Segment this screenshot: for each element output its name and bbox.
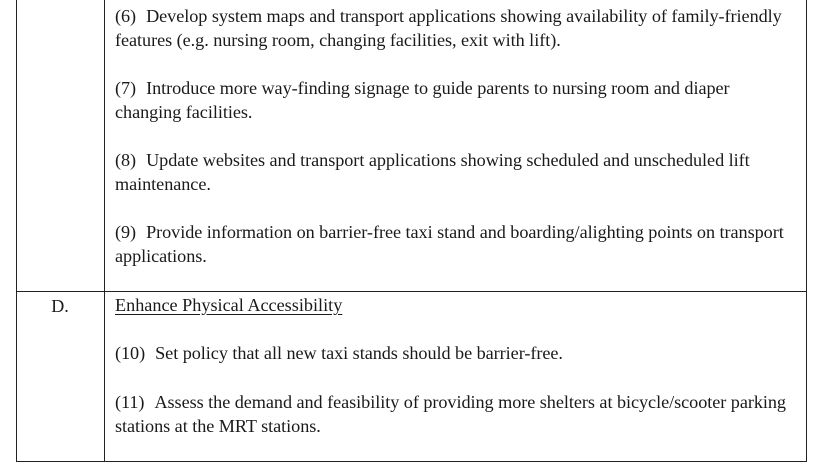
item-text: Assess the demand and feasibility of providing more shelters at bicycle/scooter parking stations at the MRT stations. xyxy=(115,392,786,436)
item-number: (8) xyxy=(115,150,137,170)
table-right-border xyxy=(806,0,807,462)
section-label: D. xyxy=(51,296,69,316)
list-item-6 xyxy=(115,4,800,52)
list-item-10 xyxy=(115,341,800,365)
table-bottom-border xyxy=(16,461,807,462)
section-heading: Enhance Physical Accessibility xyxy=(115,295,343,315)
item-number: (7) xyxy=(115,78,137,98)
list-item-8 xyxy=(115,148,800,196)
item-text: Develop system maps and transport applications showing availability of family-friendly features (e.g. nursing room, changing facilities, exit with lift). xyxy=(115,6,782,50)
item-text: Set policy that all new taxi stands should be barrier-free. xyxy=(155,343,563,363)
item-text: Update websites and transport applications showing scheduled and unscheduled lift maintenance. xyxy=(115,150,750,194)
list-item-9 xyxy=(115,220,800,268)
item-number: (6) xyxy=(115,6,137,26)
item-number: (9) xyxy=(115,222,137,242)
table-row-divider xyxy=(16,291,807,292)
item-number: (10) xyxy=(115,343,146,363)
table-left-border xyxy=(16,0,17,462)
item-text: Introduce more way-finding signage to guide parents to nursing room and diaper changing facilities. xyxy=(115,78,730,122)
table-column-divider xyxy=(104,0,105,462)
list-item-7 xyxy=(115,76,800,124)
item-number: (11) xyxy=(115,392,145,412)
list-item-11 xyxy=(115,390,800,438)
item-text: Provide information on barrier-free taxi stand and boarding/alighting points on transport applications. xyxy=(115,222,784,266)
